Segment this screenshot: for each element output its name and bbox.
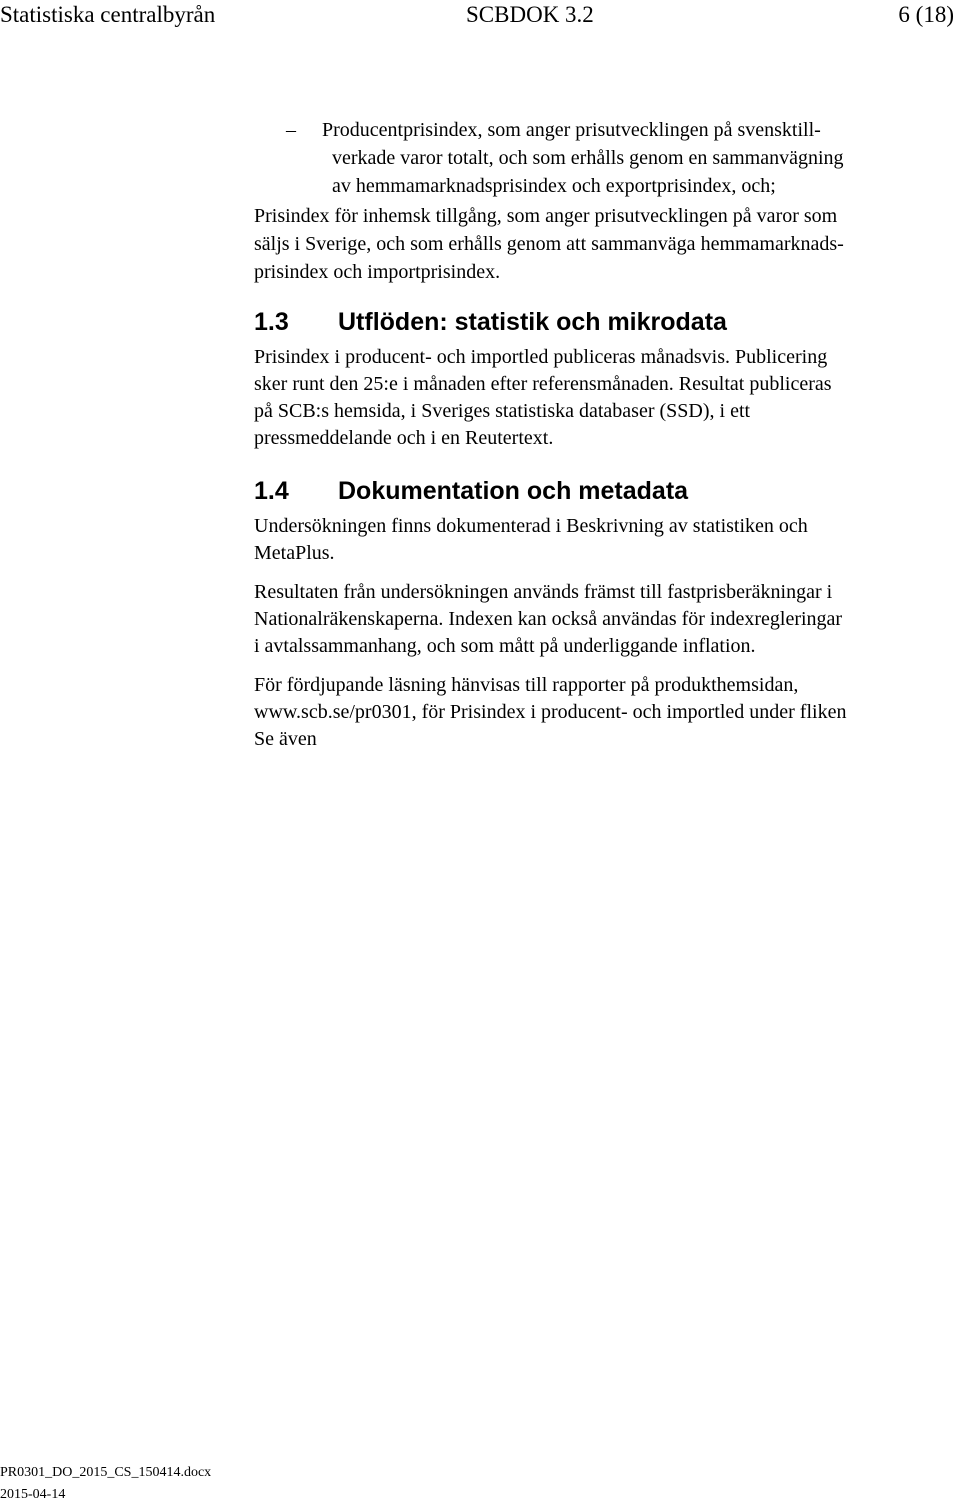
header-page-number: 6 (18) — [898, 2, 954, 27]
paragraph-line: sker runt den 25:e i månaden efter referensmånaden. Resultat publiceras — [254, 373, 832, 395]
paragraph-line: pressmeddelande och i en Reutertext. — [254, 427, 554, 449]
section-1-4-paragraph-2 — [254, 579, 842, 660]
section-title: Dokumentation och metadata — [338, 477, 689, 505]
list-line: Producentprisindex, som anger prisutvecklingen på svensktill- — [322, 119, 821, 141]
header-organization: Statistiska centralbyrån — [0, 2, 216, 27]
section-1-4-paragraph-1 — [254, 513, 808, 567]
dash-list-text — [322, 116, 844, 200]
section-number: 1.4 — [254, 477, 289, 505]
paragraph-line: säljs i Sverige, och som erhålls genom att sammanväga hemmamarknads- — [254, 233, 844, 255]
paragraph-line: Prisindex i producent- och importled publiceras månadsvis. Publicering — [254, 346, 828, 368]
paragraph-line: Se även — [254, 728, 317, 750]
header-document-id: SCBDOK 3.2 — [466, 2, 594, 27]
section-1-3-paragraph — [254, 344, 832, 452]
paragraph-line: i avtalssammanhang, och som mått på underliggande inflation. — [254, 635, 756, 657]
paragraph-line: Undersökningen finns dokumenterad i Beskrivning av statistiken och — [254, 515, 808, 537]
list-line: verkade varor totalt, och som erhålls genom en sammanvägning — [332, 147, 844, 169]
paragraph-line: prisindex och importprisindex. — [254, 261, 501, 283]
section-heading-1-3 — [254, 306, 727, 338]
footer-filename: PR0301_DO_2015_CS_150414.docx — [0, 1465, 212, 1480]
list-line: av hemmamarknadsprisindex och exportprisindex, och; — [332, 175, 776, 197]
section-title: Utflöden: statistik och mikrodata — [338, 308, 727, 336]
footer-date: 2015-04-14 — [0, 1487, 66, 1502]
dash-bullet: – — [286, 119, 296, 141]
paragraph-line: Nationalräkenskaperna. Indexen kan också användas för indexregleringar — [254, 608, 843, 630]
paragraph-line: Resultaten från undersökningen används främst till fastprisberäkningar i — [254, 581, 833, 603]
paragraph-line: Prisindex för inhemsk tillgång, som anger prisutvecklingen på varor som — [254, 205, 838, 227]
paragraph-line: på SCB:s hemsida, i Sveriges statistiska databaser (SSD), i ett — [254, 400, 751, 422]
paragraph-line: MetaPlus. — [254, 542, 335, 564]
section-1-4-paragraph-3 — [254, 672, 846, 753]
paragraph-line: För fördjupande läsning hänvisas till rapporter på produkthemsidan, — [254, 674, 799, 696]
section-heading-1-4 — [254, 475, 688, 507]
prisindex-inhemsk-paragraph — [254, 202, 844, 286]
section-number: 1.3 — [254, 308, 289, 336]
paragraph-line: www.scb.se/pr0301, för Prisindex i producent- och importled under fliken — [254, 701, 847, 723]
